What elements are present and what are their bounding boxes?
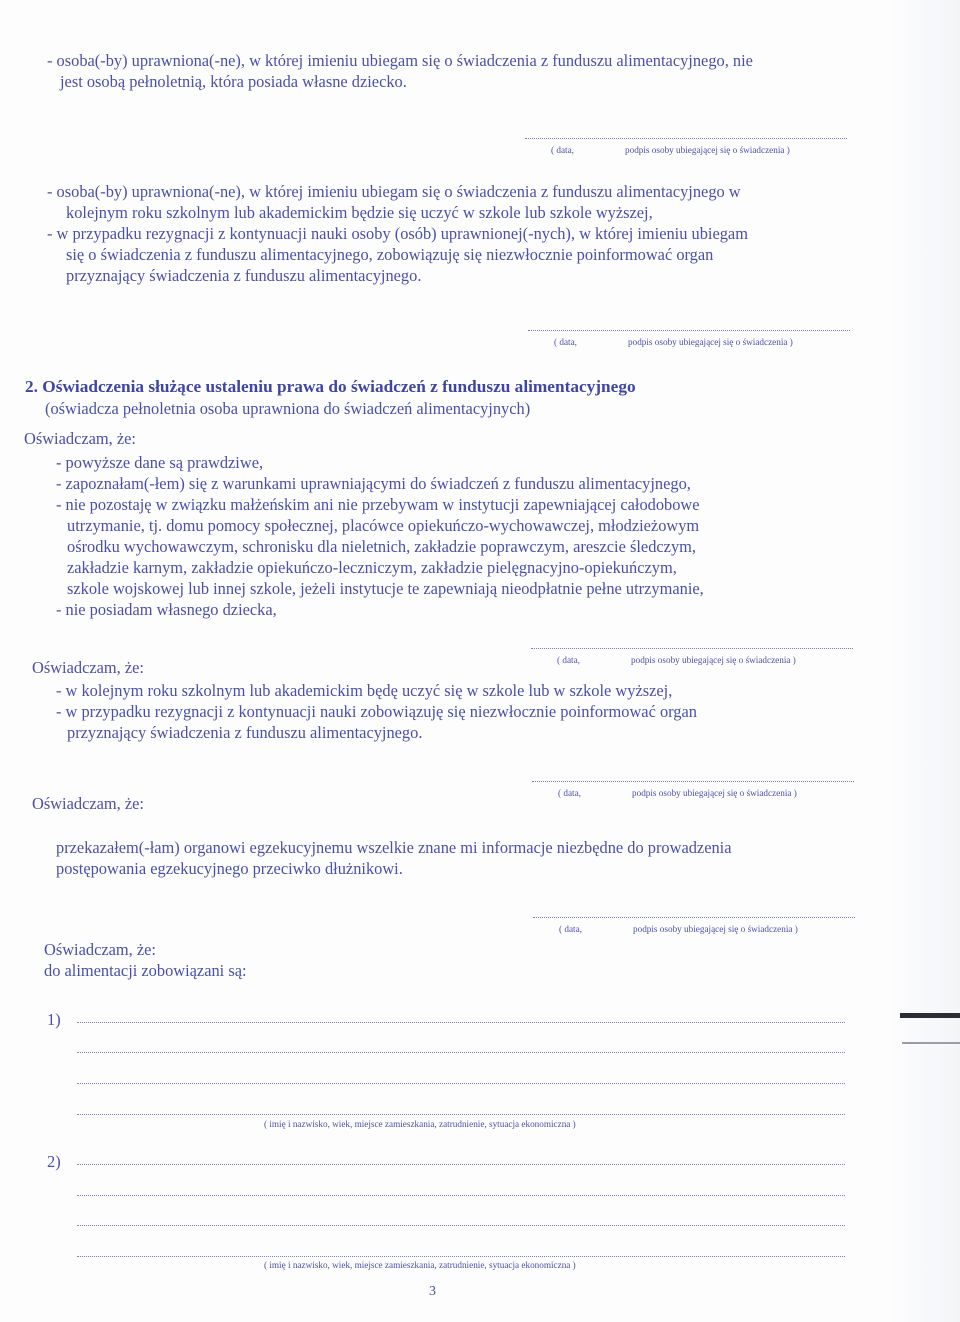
signature-block	[528, 330, 850, 356]
signature-sign-label: podpis osoby ubiegającej się o świadczenia )	[632, 788, 797, 798]
fill-in-line[interactable]	[77, 1164, 845, 1165]
declaration-item-continued: utrzymanie, tj. domu pomocy społecznej, placówce opiekuńczo-wychowawczej, młodzieżowym	[67, 516, 700, 535]
signature-dotted-line	[533, 917, 855, 918]
signature-date-label: ( data,	[551, 145, 574, 155]
declaration-item: - nie pozostaję w związku małżeńskim ani nie przebywam w instytucji zapewniającej całodobowe	[56, 495, 700, 514]
paragraph-line: postępowania egzekucyjnego przeciwko dłużnikowi.	[56, 859, 403, 878]
page-edge-shadow	[888, 0, 960, 1322]
paragraph-line: - osoba(-by) uprawniona(-ne), w której imieniu ubiegam się o świadczenia z funduszu alimentacyjnego w	[47, 182, 741, 201]
section-heading: 2. Oświadczenia służące ustaleniu prawa do świadczeń z funduszu alimentacyjnego	[25, 377, 636, 396]
declaration-item-continued: ośrodku wychowawczym, schronisku dla nieletnich, zakładzie poprawczym, areszcie śledczym,	[67, 537, 696, 556]
declaration-item: - zapoznałam(-łem) się z warunkami uprawniającymi do świadczeń z funduszu alimentacyjnego,	[56, 474, 691, 493]
declaration-item-continued: przyznający świadczenia z funduszu alimentacyjnego.	[67, 723, 423, 742]
signature-dotted-line	[532, 781, 854, 782]
paragraph-line: się o świadczenia z funduszu alimentacyjnego, zobowiązuję się niezwłocznie poinformować organ	[66, 245, 714, 264]
scan-edge-mark	[900, 1013, 960, 1018]
declaration-item-continued: zakładzie karnym, zakładzie opiekuńczo-leczniczym, zakładzie pielęgnacyjno-opiekuńczym,	[67, 558, 677, 577]
fill-in-line[interactable]	[77, 1114, 845, 1115]
list-number: 1)	[47, 1010, 61, 1029]
paragraph-line: przyznający świadczenia z funduszu alimentacyjnego.	[66, 266, 422, 285]
paragraph-line: kolejnym roku szkolnym lub akademickim będzie się uczyć w szkole lub szkole wyższej,	[66, 203, 653, 222]
signature-block	[531, 648, 853, 674]
signature-sign-label: podpis osoby ubiegającej się o świadczenia )	[633, 924, 798, 934]
fill-in-line[interactable]	[77, 1022, 845, 1023]
signature-date-label: ( data,	[557, 655, 580, 665]
signature-block	[532, 781, 854, 807]
signature-block	[525, 138, 847, 164]
page-number: 3	[429, 1284, 436, 1299]
declaration-item-continued: szkole wojskowej lub innej szkole, jeżeli instytucje te zapewniają nieodpłatnie pełne utrzymanie,	[67, 579, 704, 598]
declaration-label: Oświadczam, że:	[32, 794, 144, 813]
fill-in-caption: ( imię i nazwisko, wiek, miejsce zamieszkania, zatrudnienie, sytuacja ekonomiczna )	[264, 1119, 576, 1129]
declaration-item: - powyższe dane są prawdziwe,	[56, 453, 264, 472]
fill-in-line[interactable]	[77, 1256, 845, 1257]
signature-dotted-line	[531, 648, 853, 649]
fill-in-line[interactable]	[77, 1225, 845, 1226]
fill-in-line[interactable]	[77, 1052, 845, 1053]
declaration-item: - w kolejnym roku szkolnym lub akademickim będę uczyć się w szkole lub w szkole wyższej,	[56, 681, 673, 700]
signature-date-label: ( data,	[559, 924, 582, 934]
signature-dotted-line	[525, 138, 847, 139]
signature-dotted-line	[528, 330, 850, 331]
signature-date-label: ( data,	[554, 337, 577, 347]
fill-in-line[interactable]	[77, 1195, 845, 1196]
fill-in-caption: ( imię i nazwisko, wiek, miejsce zamieszkania, zatrudnienie, sytuacja ekonomiczna )	[264, 1260, 576, 1270]
declaration-item: - nie posiadam własnego dziecka,	[56, 600, 277, 619]
signature-sign-label: podpis osoby ubiegającej się o świadczenia )	[625, 145, 790, 155]
signature-date-label: ( data,	[558, 788, 581, 798]
declaration-label: Oświadczam, że:	[32, 658, 144, 677]
paragraph-line: jest osobą pełnoletnią, która posiada własne dziecko.	[60, 72, 407, 91]
section-subheading: (oświadcza pełnoletnia osoba uprawniona do świadczeń alimentacyjnych)	[45, 399, 531, 418]
paragraph-line: przekazałem(-łam) organowi egzekucyjnemu wszelkie znane mi informacje niezbędne do prowadzenia	[56, 838, 732, 857]
paragraph-line: - w przypadku rezygnacji z kontynuacji nauki osoby (osób) uprawnionej(-nych), w której imieniu ubiegam	[47, 224, 748, 243]
declaration-item: - w przypadku rezygnacji z kontynuacji nauki zobowiązuję się niezwłocznie poinformować organ	[56, 702, 697, 721]
declaration-label: Oświadczam, że:	[24, 429, 136, 448]
scan-edge-mark-thin	[902, 1042, 960, 1044]
list-number: 2)	[47, 1152, 61, 1171]
declaration-label: do alimentacji zobowiązani są:	[44, 961, 247, 980]
signature-sign-label: podpis osoby ubiegającej się o świadczenia )	[628, 337, 793, 347]
fill-in-line[interactable]	[77, 1083, 845, 1084]
declaration-label: Oświadczam, że:	[44, 940, 156, 959]
paragraph-line: - osoba(-by) uprawniona(-ne), w której imieniu ubiegam się o świadczenia z funduszu alimentacyjnego, nie	[47, 51, 753, 70]
signature-block	[533, 917, 855, 943]
signature-sign-label: podpis osoby ubiegającej się o świadczenia )	[631, 655, 796, 665]
